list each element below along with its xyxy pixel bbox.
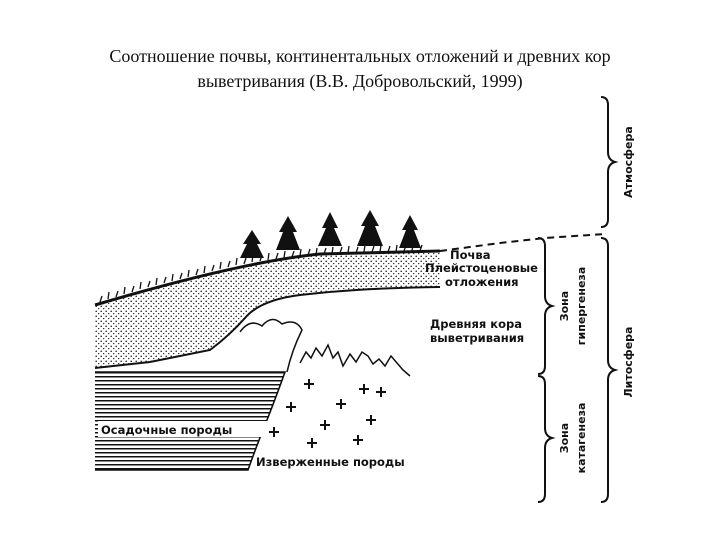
catagenesis-brace [538,376,552,502]
tree-icon [399,215,421,248]
ancient-crust-upper-boundary [240,319,302,372]
igneous-rocks-jagged-top [300,345,410,376]
tree-icon [240,230,264,258]
title-line-1: Соотношение почвы, континентальных отложений и древних кор [109,46,611,66]
tree-icon [276,216,300,250]
label-atmosphere: Атмосфера [622,126,635,198]
label-pleistocene-line-1: Плейстоценовые [425,261,538,275]
label-zone-catagenesis-line-1: Зона [558,422,571,454]
atmosphere-brace [601,97,615,227]
lithosphere-brace [601,238,615,502]
label-sedimentary-rocks: Осадочные породы [101,423,233,437]
label-pleistocene-line-2: отложения [445,275,519,289]
label-ancient-crust-line-1: Древняя кора [430,317,522,331]
label-lithosphere: Литосфера [622,326,635,398]
tree-icon [318,212,342,246]
tree-icon [357,210,383,246]
hypergenesis-brace [538,238,552,374]
label-igneous-rocks: Изверженные породы [256,455,405,469]
label-soil: Почва [450,248,491,262]
label-zone-hypergenesis-line-2: гипергенеза [575,266,588,346]
label-zone-catagenesis-line-2: катагенеза [575,402,588,474]
pleistocene-deposits-layer [95,251,440,368]
title-line-2: выветривания (В.В. Добровольский, 1999) [197,71,523,91]
label-ancient-crust-line-2: выветривания [430,331,525,345]
label-zone-hypergenesis-line-1: Зона [558,290,571,322]
igneous-rock-crosses [269,379,386,448]
